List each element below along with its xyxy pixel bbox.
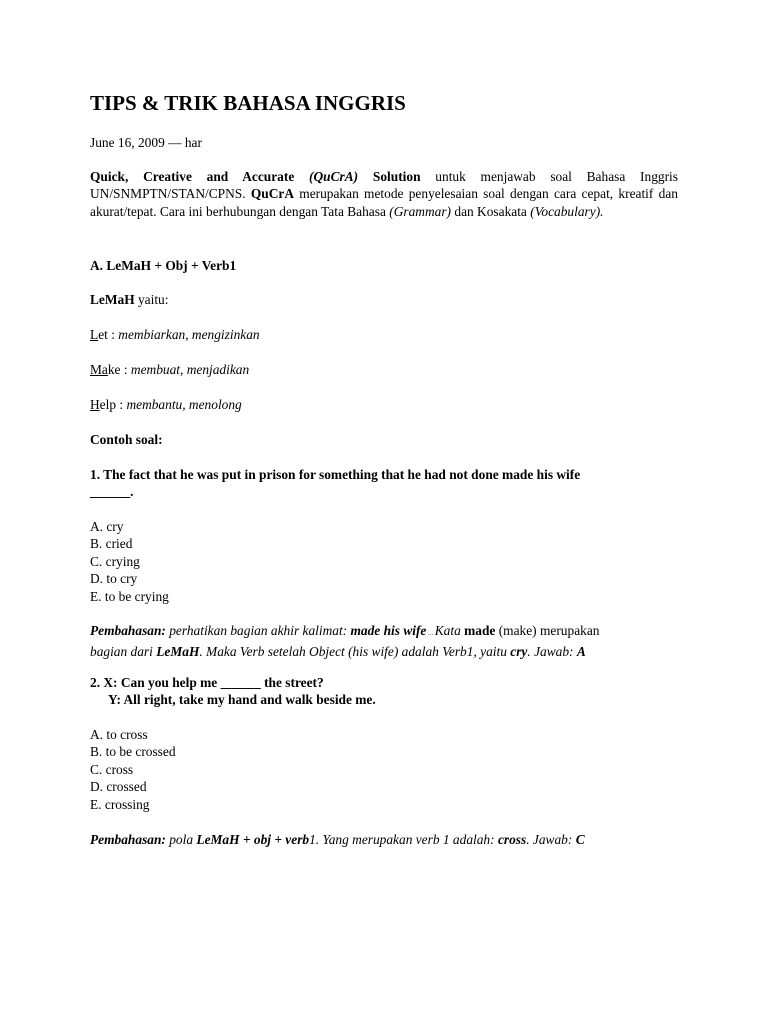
question-2-line-2: Y: All right, take my hand and walk beside me. (108, 692, 376, 708)
q1-option-d: D. to cry (90, 571, 138, 587)
lemah-rest: yaitu: (134, 292, 169, 307)
pembahasan-1-text-4: bagian dari (90, 644, 157, 660)
pembahasan-2-text-1: pola (165, 832, 197, 847)
def-help-head: elp (99, 397, 117, 412)
lemah-intro (90, 291, 678, 308)
pembahasan-2-answer: C (575, 832, 585, 847)
def-make-meaning: membuat, menjadikan (130, 362, 250, 377)
def-make (90, 361, 678, 378)
question-1-line-1: 1. The fact that he was put in prison for something that he had not done made his wife (90, 467, 581, 482)
lemah-bold: LeMaH (90, 292, 135, 307)
q2-option-b: B. to be crossed (90, 744, 176, 760)
pembahasan-2-text-2: 1. Yang merupakan verb 1 adalah: (309, 832, 498, 847)
pembahasan-1-text-1: perhatikan bagian akhir kalimat: (165, 623, 351, 638)
question-2-line-1: 2. X: Can you help me ______ the street? (90, 675, 324, 690)
pembahasan-2 (90, 831, 678, 848)
q2-option-c: C. cross (90, 761, 134, 777)
def-make-sep: : (120, 362, 131, 377)
def-help-meaning: membantu, menolong (126, 397, 242, 412)
def-let-sep: : (107, 327, 119, 342)
intro-vocabulary: (Vocabulary). (530, 203, 604, 219)
pembahasan-1 (90, 622, 678, 661)
pembahasan-1-label: Pembahasan: (90, 623, 166, 638)
def-let (90, 326, 678, 343)
intro-bold-3: QuCrA (250, 186, 294, 202)
intro-grammar: (Grammar) (389, 203, 452, 219)
contoh-soal-heading: Contoh soal: (90, 432, 163, 447)
def-make-underline: Ma (90, 362, 108, 377)
intro-qucra-italic: (QuCrA) (309, 169, 359, 184)
pembahasan-1-text-5: . Maka Verb setelah Object (his wife) adalah Verb1, yaitu (199, 644, 511, 660)
pembahasan-1-dots: … (426, 631, 435, 637)
pembahasan-1-bold-3: LeMaH (156, 644, 200, 660)
question-1-options (90, 518, 678, 605)
pembahasan-1-line-2 (90, 643, 678, 660)
section-a-heading: A. LeMaH + Obj + Verb1 (90, 258, 237, 273)
q1-option-e: E. to be crying (90, 588, 169, 604)
pembahasan-1-answer: A (576, 644, 586, 660)
pembahasan-1-line-1 (90, 622, 678, 643)
question-1-line-2: ______. (90, 484, 134, 500)
question-2-options (90, 726, 678, 813)
def-let-meaning: membiarkan, mengizinkan (118, 327, 260, 342)
post-meta: June 16, 2009 — har (90, 135, 202, 150)
q2-option-d: D. crossed (90, 779, 147, 795)
pembahasan-1-bold-2: made (464, 623, 496, 638)
q2-option-e: E. crossing (90, 796, 150, 812)
intro-bold-2: Solution (372, 169, 421, 184)
intro-text-1: untuk menjawab soal Bahasa Inggris UN/SNMPTN/STAN/CPNS. (90, 169, 678, 202)
pembahasan-1-text-2: Kata (434, 623, 465, 638)
pembahasan-1-text-3: (make) merupakan (495, 623, 600, 638)
q2-option-a: A. to cross (90, 727, 148, 742)
pembahasan-2-text-3: . Jawab: (526, 832, 576, 847)
pembahasan-1-bold-1: made his wife (350, 623, 427, 638)
q1-option-a: A. cry (90, 519, 124, 534)
question-1 (90, 466, 678, 501)
def-help (90, 396, 678, 413)
intro-text-2: merupakan metode penyelesaian soal dengan cara cepat, kreatif dan akurat/tepat. Cara ini berhubungan dengan Tata Bahasa (90, 186, 678, 219)
q1-option-b: B. cried (90, 536, 133, 552)
pembahasan-2-label: Pembahasan: (90, 832, 166, 847)
intro-text-3: dan Kosakata (454, 203, 527, 219)
intro-paragraph (90, 168, 678, 220)
intro-bold-1: Quick, Creative and Accurate (90, 169, 295, 184)
pembahasan-1-bold-4: cry (510, 644, 528, 660)
q1-option-c: C. crying (90, 553, 140, 569)
document-title: TIPS & TRIK BAHASA INGGRIS (90, 91, 406, 115)
def-let-underline: L (90, 327, 99, 342)
def-help-sep: : (116, 397, 127, 412)
def-let-head: et (98, 327, 108, 342)
question-2 (90, 674, 678, 709)
pembahasan-2-bold-1: LeMaH + obj + verb (196, 832, 310, 847)
pembahasan-2-bold-2: cross (497, 832, 527, 847)
def-help-underline: H (90, 397, 100, 412)
def-make-head: ke (107, 362, 121, 377)
pembahasan-1-text-6: . Jawab: (527, 644, 577, 660)
